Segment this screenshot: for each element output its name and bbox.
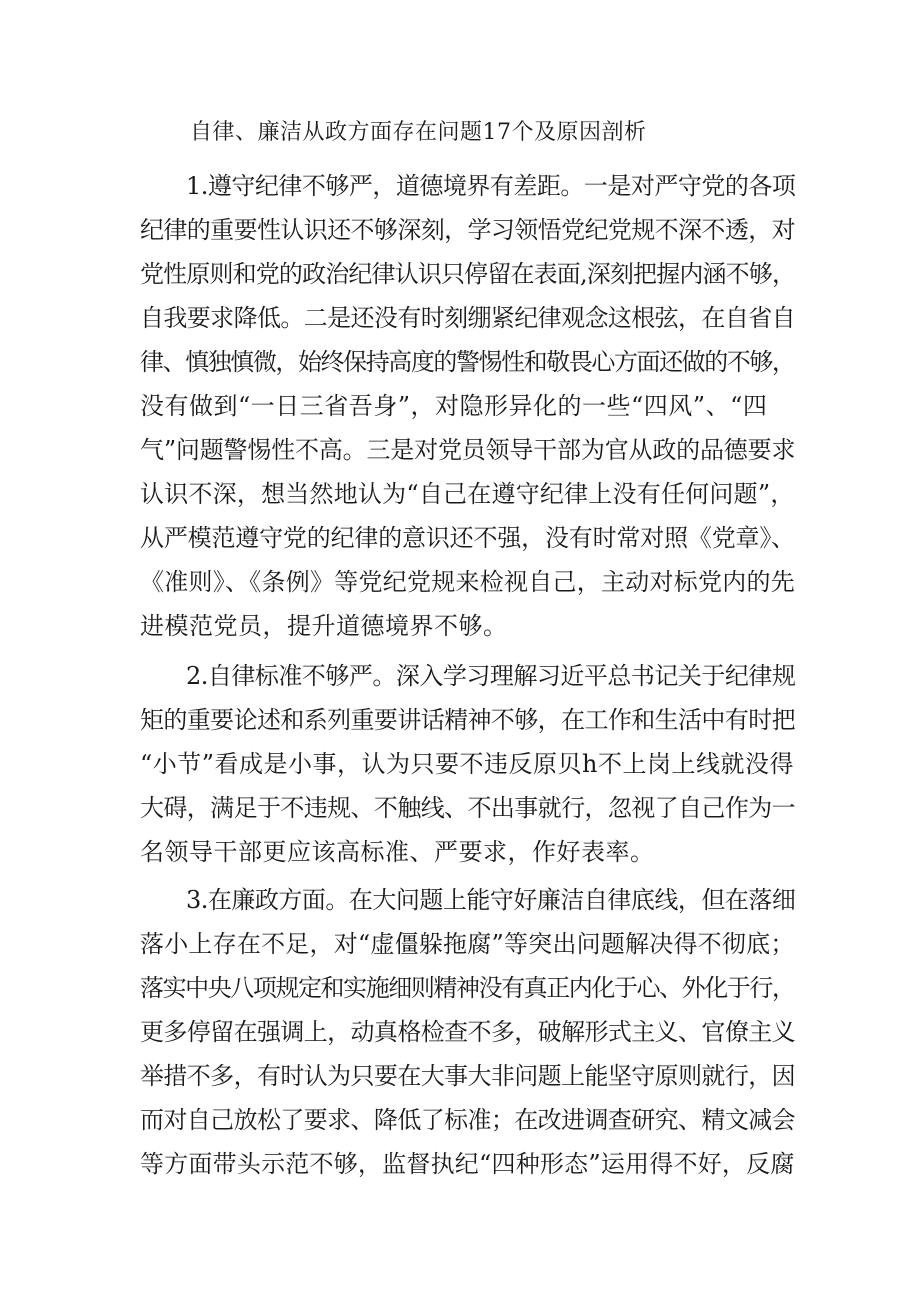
paragraph-line: 自我要求降低。二是还没有时刻绷紧纪律观念这根弦，在自省自 bbox=[140, 304, 795, 332]
paragraph-line: 2.自律标准不够严。深入学习理解习近平总书记关于纪律规 bbox=[186, 662, 796, 690]
paragraph-line: 等方面带头示范不够，监督执纪“四种形态”运用得不好，反腐 bbox=[140, 1150, 795, 1178]
paragraph-line: 大碍，满足于不违规、不触线、不出事就行，忽视了自己作为一 bbox=[140, 794, 795, 822]
paragraph-line: 《准则》、《条例》等党纪党规来检视自己，主动对标党内的先 bbox=[140, 568, 795, 596]
paragraph-2 bbox=[140, 654, 795, 874]
paragraph-line: “小节”看成是小事，认为只要不违反原贝h不上岗上线就没得 bbox=[140, 750, 794, 778]
paragraph-line: 从严模范遵守党的纪律的意识还不强，没有时常对照《党章》、 bbox=[140, 524, 795, 552]
paragraph-1 bbox=[140, 164, 795, 648]
paragraph-line: 更多停留在强调上，动真格检查不多，破解形式主义、官僚主义 bbox=[140, 1018, 795, 1046]
paragraph-line: 律、慎独慎微，始终保持高度的警惕性和敬畏心方面还做的不够， bbox=[140, 348, 795, 376]
paragraph-line: 名领导干部更应该高标准、严要求，作好表率。 bbox=[140, 838, 655, 866]
paragraph-line: 气”问题警惕性不高。三是对党员领导干部为官从政的品德要求 bbox=[140, 436, 796, 464]
paragraph-line: 举措不多，有时认为只要在大事大非问题上能坚守原则就行，因 bbox=[140, 1062, 795, 1090]
paragraph-line: 认识不深，想当然地认为“自己在遵守纪律上没有任何问题”， bbox=[140, 480, 795, 508]
paragraph-line: 落实中央八项规定和实施细则精神没有真正内化于心、外化于行， bbox=[140, 974, 795, 1002]
paragraph-3 bbox=[140, 878, 795, 1186]
paragraph-line: 而对自己放松了要求、降低了标准；在改进调查研究、精文减会 bbox=[140, 1106, 795, 1134]
paragraph-line: 进模范党员，提升道德境界不够。 bbox=[140, 612, 508, 640]
document-title: 自律、廉洁从政方面存在问题17个及原因剖析 bbox=[190, 120, 647, 145]
paragraph-line: 3.在廉政方面。在大问题上能守好廉洁自律底线，但在落细 bbox=[186, 886, 796, 914]
paragraph-line: 落小上存在不足，对“虚僵躲拖腐”等突出问题解决得不彻底； bbox=[140, 930, 795, 958]
paragraph-line: 党性原则和党的政治纪律认识只停留在表面,深刻把握内涵不够， bbox=[140, 260, 796, 288]
paragraph-line: 纪律的重要性认识还不够深刻，学习领悟党纪党规不深不透，对 bbox=[140, 216, 795, 244]
paragraph-line: 矩的重要论述和系列重要讲话精神不够，在工作和生活中有时把 bbox=[140, 706, 795, 734]
paragraph-line: 1.遵守纪律不够严，道德境界有差距。一是对严守党的各项 bbox=[186, 172, 796, 200]
paragraph-line: 没有做到“一日三省吾身”，对隐形异化的一些“四风”、“四 bbox=[140, 392, 768, 420]
